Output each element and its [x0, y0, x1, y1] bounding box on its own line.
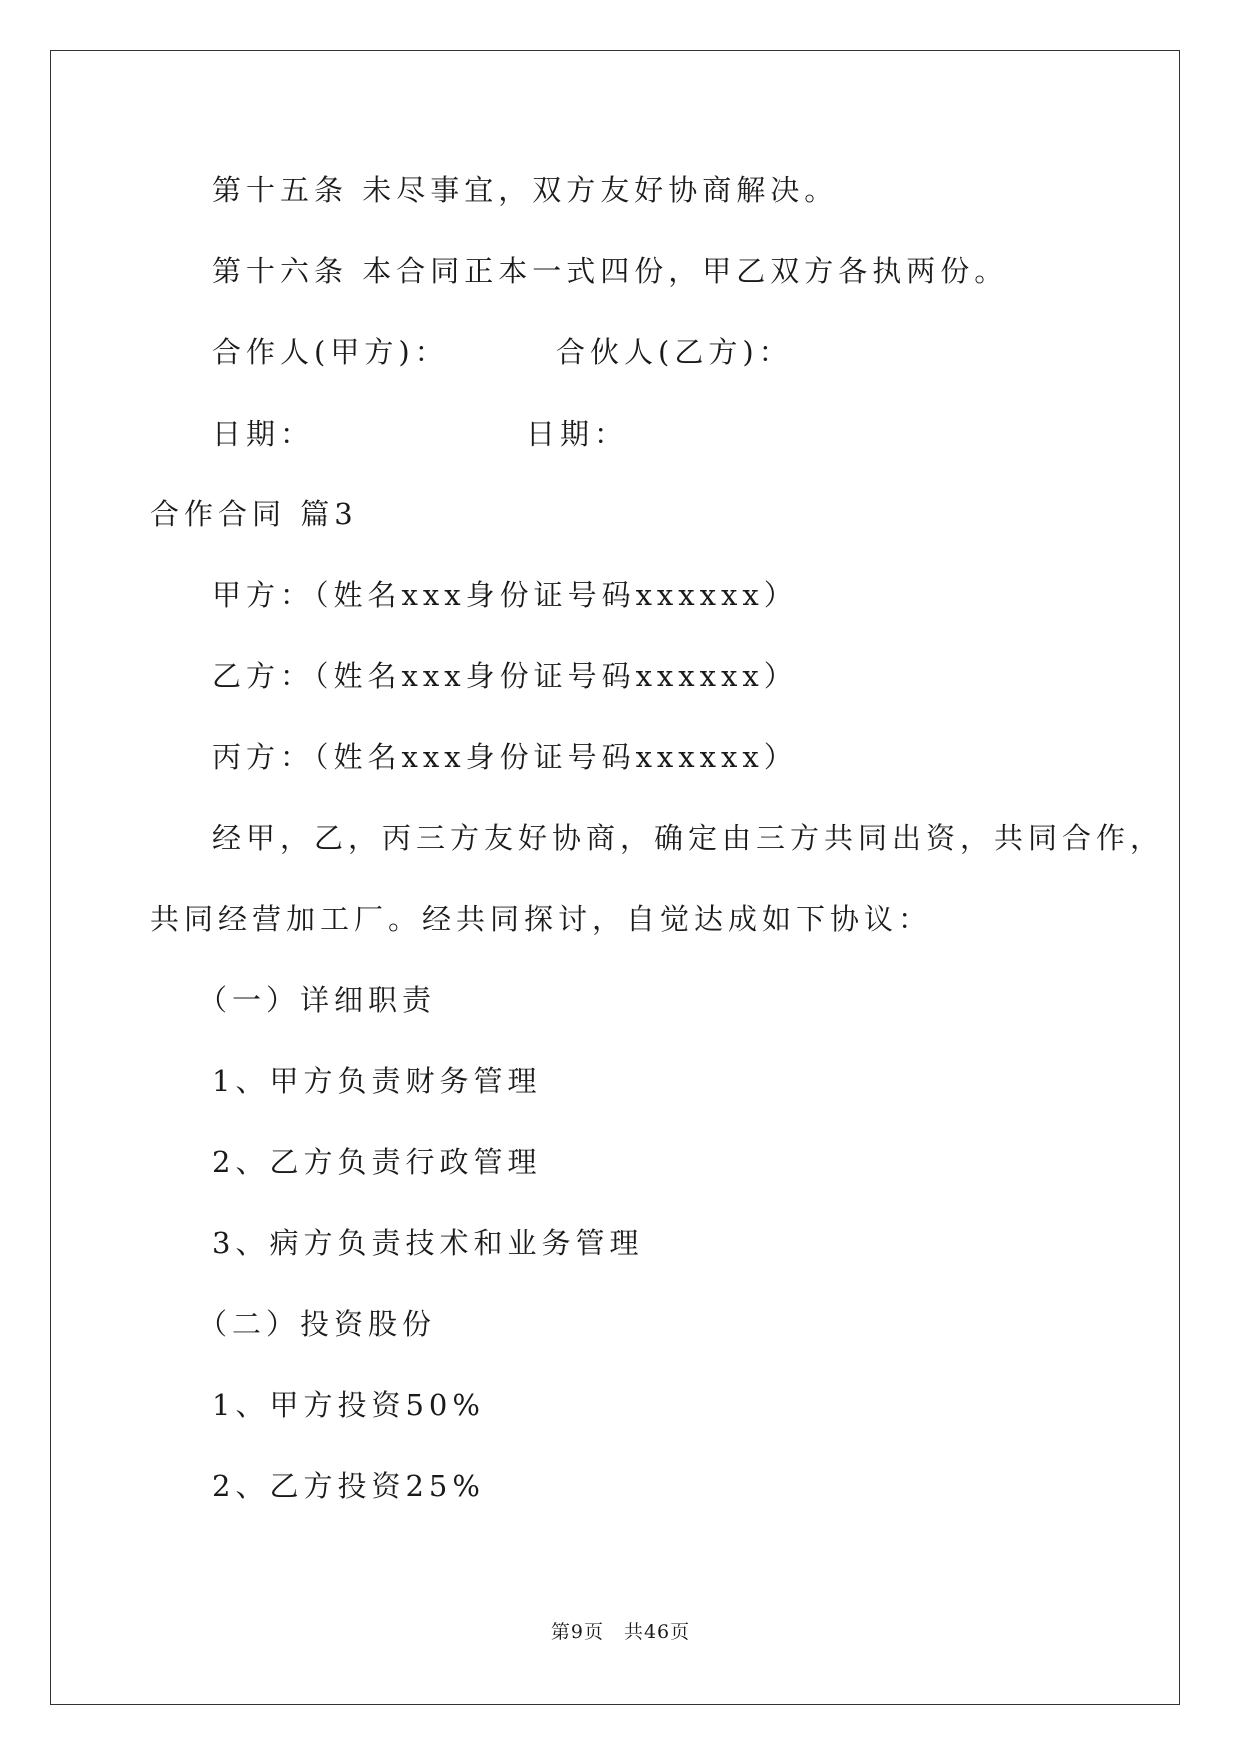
party-c-info: 丙方：（姓名xxx身份证号码xxxxxx） — [212, 740, 798, 774]
agreement-intro-line-1: 经甲，乙，丙三方友好协商，确定由三方共同出资，共同合作， — [212, 821, 1165, 855]
duty-item-1: 1、甲方负责财务管理 — [212, 1064, 542, 1098]
duty-item-2: 2、乙方负责行政管理 — [212, 1145, 542, 1179]
page-total: 共46页 — [623, 1621, 691, 1643]
investment-item-2: 2、乙方投资25% — [212, 1469, 485, 1503]
agreement-intro-line-2: 共同经营加工厂。经共同探讨，自觉达成如下协议： — [150, 902, 933, 936]
duty-item-3: 3、病方负责技术和业务管理 — [212, 1226, 644, 1260]
section-heading: 合作合同 篇3 — [150, 497, 358, 531]
page-border — [50, 50, 1180, 1705]
party-a-date-label: 日期： — [212, 417, 315, 451]
investment-item-1: 1、甲方投资50% — [212, 1388, 485, 1422]
clause-16: 第十六条 本合同正本一式四份，甲乙双方各执两份。 — [212, 254, 1009, 288]
subsection-investment-heading: （二）投资股份 — [198, 1307, 437, 1341]
party-b-signature-label: 合伙人(乙方)： — [556, 335, 793, 369]
party-a-signature-label: 合作人(甲方)： — [212, 335, 449, 369]
party-b-info: 乙方：（姓名xxx身份证号码xxxxxx） — [212, 659, 798, 693]
clause-15: 第十五条 未尽事宜，双方友好协商解决。 — [212, 173, 839, 207]
party-a-info: 甲方：（姓名xxx身份证号码xxxxxx） — [212, 578, 798, 612]
page-footer — [0, 1617, 1241, 1644]
subsection-duties-heading: （一）详细职责 — [198, 983, 437, 1017]
party-b-date-label: 日期： — [526, 417, 629, 451]
page-number: 第9页 — [550, 1621, 604, 1643]
